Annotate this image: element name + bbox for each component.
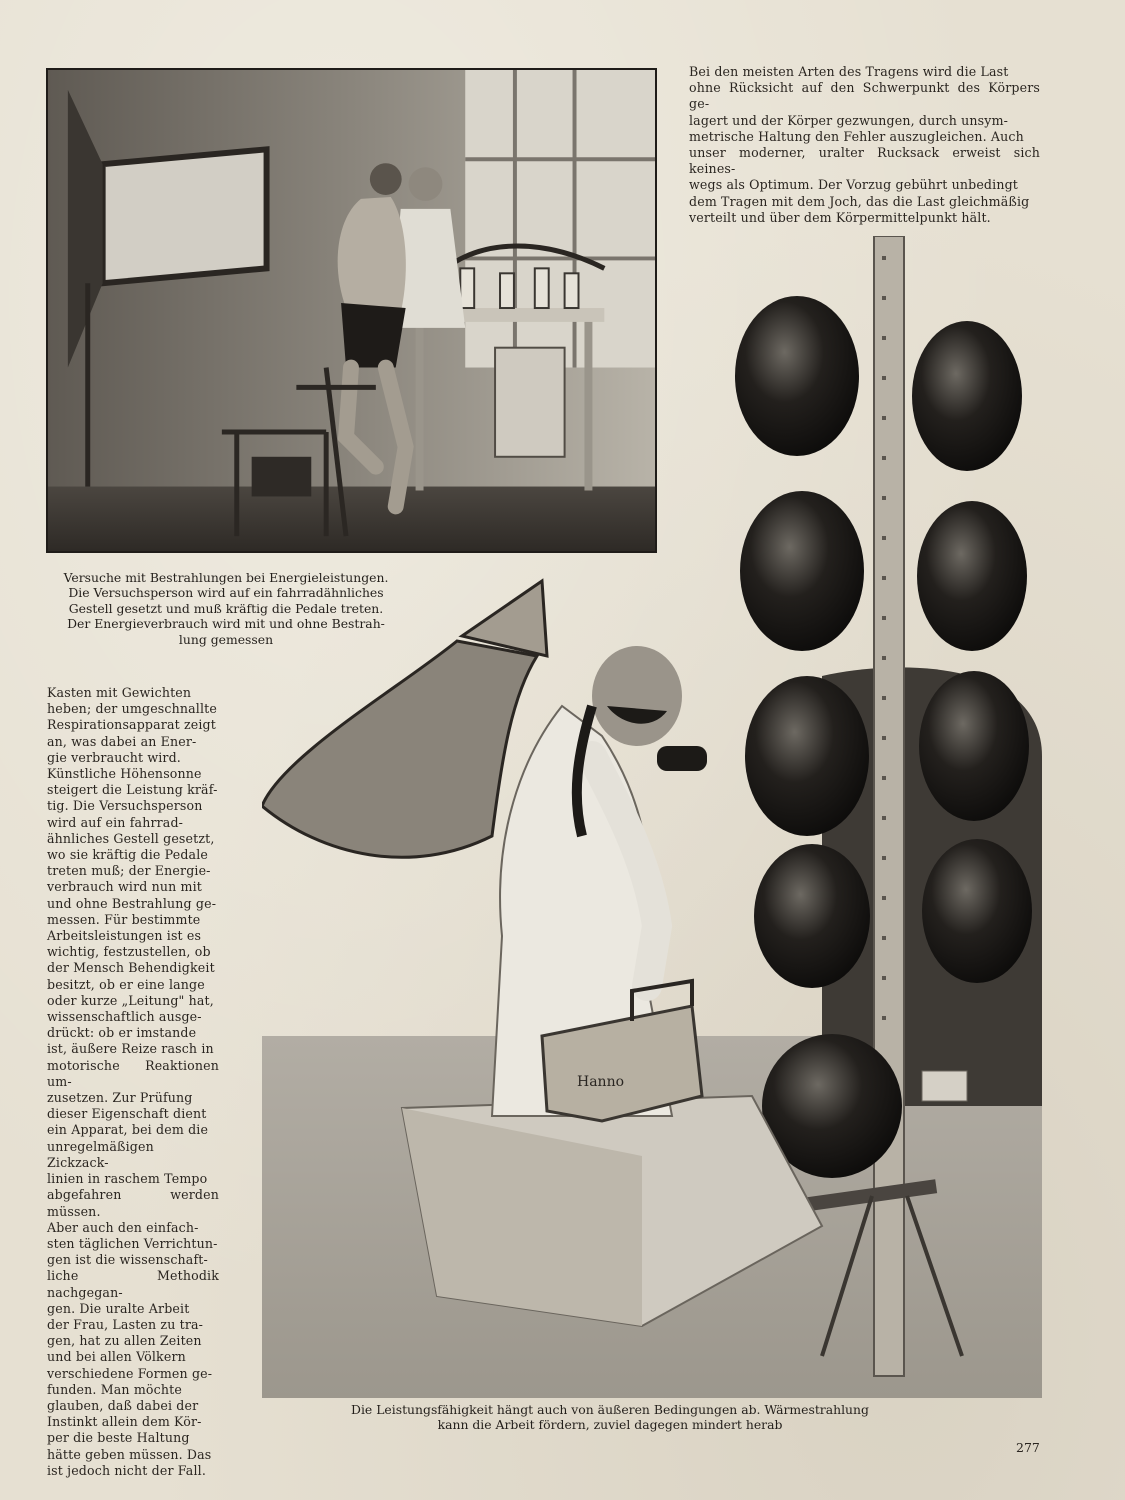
photo-carrying-experiment-image bbox=[262, 236, 1042, 1398]
article-paragraph-top-right: Bei den meisten Arten des Tragens wird die Last ohne Rücksicht auf den Schwerpunkt des Körpers ge- lagert und der Körper gezwungen, durch unsym- metrische Haltung den Fehler auszugleichen. Auch unser moderner, uralter Rucksack erweist sich keines- wegs als Optimum. Der Vorzug gebührt unbedingt dem Tragen mit dem Joch, das die Last gleichmäßig verteilt und über dem Körpermittelpunkt hält. bbox=[689, 64, 1040, 225]
page-number: 277 bbox=[1016, 1440, 1040, 1455]
caption-cycling-photo: Versuche mit Bestrahlungen bei Energieleistungen. Die Versuchsperson wird auf ein fahrradähnliches Gestell gesetzt und muß kräftig die Pedale treten. Der Energieverbrauch wird mit und ohne Bestrah- lung gemessen bbox=[63, 570, 389, 647]
photo-carrying-experiment bbox=[262, 236, 1042, 1398]
box-label: Hanno bbox=[577, 1074, 625, 1090]
caption-carrying-photo: Die Leistungsfähigkeit hängt auch von äußeren Bedingungen ab. Wärmestrahlung kann die Arbeit fördern, zuviel dagegen mindert herab bbox=[351, 1402, 869, 1433]
article-paragraph-left-column: Kasten mit Gewichten heben; der umgeschnallte Respirationsapparat zeigt an, was dabei an Ener- gie verbraucht wird. Künstliche Höhensonne steigert die Leistung kräf- tig. Die Versuchsperson wird auf ein fahrrad- ähnliches Gestell gesetzt, wo sie kräftig die Pedale treten muß; der Energie- verbrauch wird nun mit und ohne Bestrahlung ge- messen. Für bestimmte Arbeitsleistungen ist es wichtig, festzustellen, ob der Mensch Behendigkeit besitzt, ob er eine lange oder kurze „Leitung" hat, wissenschaftlich ausge- drückt: ob er imstande ist, äußere Reize rasch in motorische Reaktionen um- zusetzen. Zur Prüfung dieser Eigenschaft dient ein Apparat, bei dem die unregelmäßigen Zickzack- linien in raschem Tempo abgefahren werden müssen. Aber auch den einfach- sten täglichen Verrichtun- gen ist die wissenschaft- liche Methodik nachgegan- gen. Die uralte Arbeit der Frau, Lasten zu tra- gen, hat zu allen Zeiten und bei allen Völkern verschiedene Formen ge- funden. Man möchte glauben, daß dabei der Instinkt allein dem Kör- per die beste Haltung hätte geben müssen. Das ist jedoch nicht der Fall. bbox=[47, 685, 219, 1478]
